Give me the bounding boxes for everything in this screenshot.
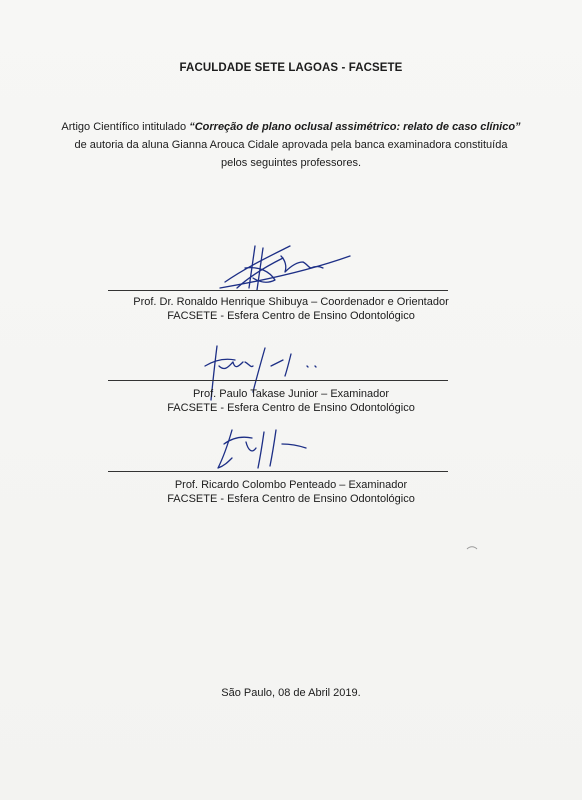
examiner-3-name: Prof. Ricardo Colombo Penteado – Examinador bbox=[174, 479, 408, 491]
approval-statement bbox=[60, 118, 522, 172]
signature-line-examiner-3 bbox=[108, 471, 448, 472]
article-title: “Correção de plano oclusal assimétrico: relato de caso clínico” bbox=[189, 121, 521, 133]
examiner-3-block bbox=[60, 478, 522, 506]
signature-examiner-3 bbox=[210, 422, 320, 474]
examiner-2-name: Prof. Paulo Takase Junior – Examinador bbox=[192, 388, 390, 400]
statement-suffix: de autoria da aluna Gianna Arouca Cidale aprovada pela banca examinadora constituída pelos seguintes professores. bbox=[74, 139, 508, 169]
examiner-2-block bbox=[60, 387, 522, 415]
examiner-1-affiliation: FACSETE - Esfera Centro de Ensino Odontológico bbox=[167, 310, 415, 322]
ink-smudge bbox=[466, 545, 478, 551]
statement-prefix: Artigo Científico intitulado bbox=[61, 121, 190, 133]
signature-line-examiner-1 bbox=[108, 290, 448, 291]
examiner-1-name: Prof. Dr. Ronaldo Henrique Shibuya – Coordenador e Orientador bbox=[133, 296, 449, 308]
place-and-date: São Paulo, 08 de Abril 2019. bbox=[221, 687, 361, 699]
examiner-2-affiliation: FACSETE - Esfera Centro de Ensino Odontológico bbox=[167, 402, 415, 414]
signature-examiner-1 bbox=[215, 238, 355, 296]
examiner-1-block bbox=[60, 295, 522, 323]
signature-line-examiner-2 bbox=[108, 380, 448, 381]
examiner-3-affiliation: FACSETE - Esfera Centro de Ensino Odontológico bbox=[167, 493, 415, 505]
institution-title: FACULDADE SETE LAGOAS - FACSETE bbox=[179, 62, 403, 74]
